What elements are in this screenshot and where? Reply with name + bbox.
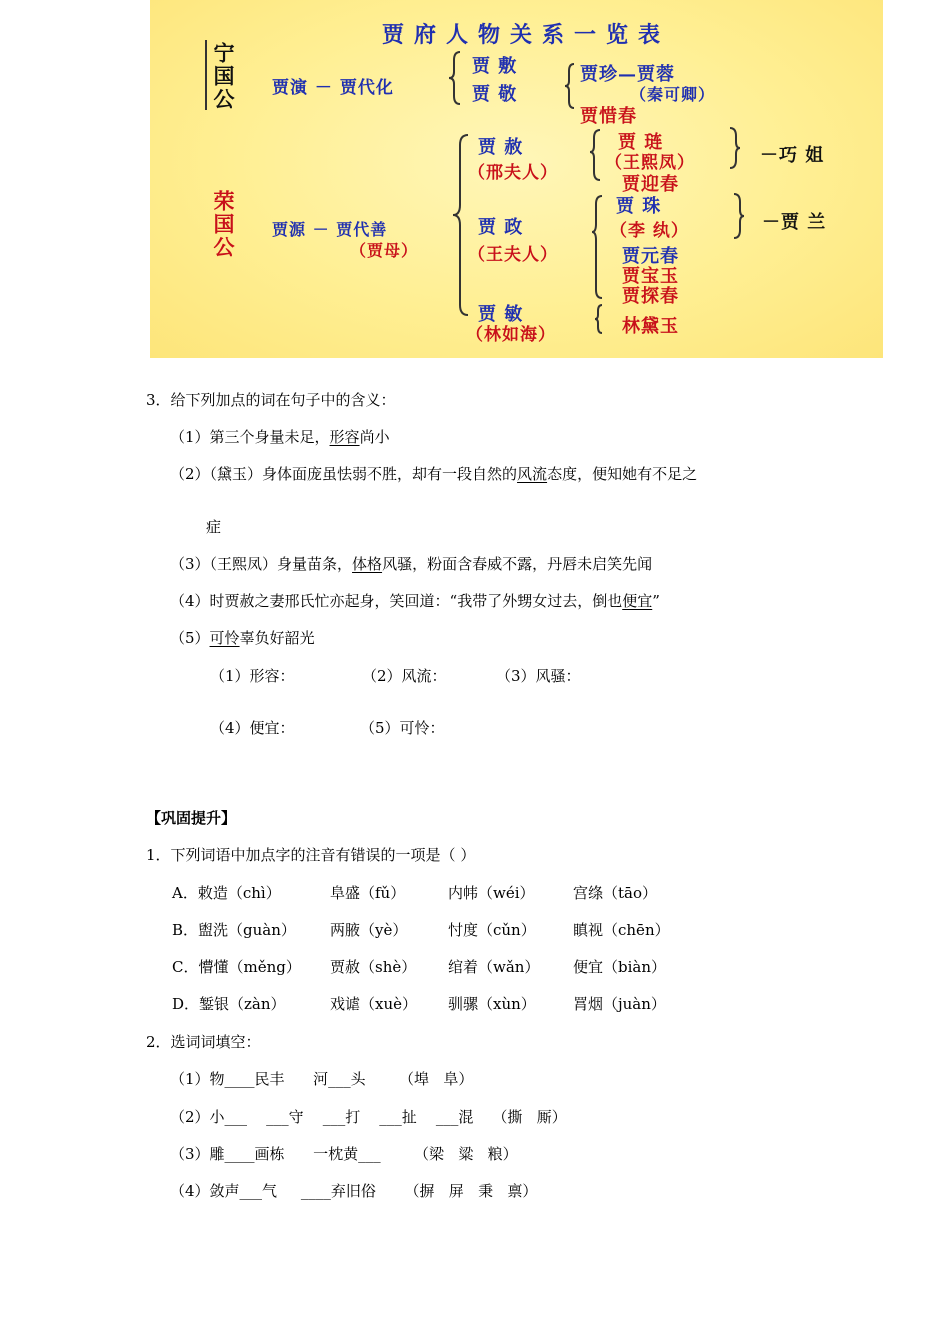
q3-word-3: 体格 — [352, 555, 383, 573]
jia-mu: （贾母） — [350, 241, 419, 260]
chart-title: 贾府人物关系一览表 — [382, 22, 671, 48]
q1-c-1: C．懵懂（měng） — [172, 958, 301, 976]
jia-she: 贾 赦 — [478, 137, 524, 158]
q2-line-1: （1）物____民丰 河___头 （埠 阜） — [170, 1070, 474, 1088]
q1-title: 1．下列词语中加点字的注音有错误的一项是（ ） — [146, 846, 476, 864]
q3-title: 3．给下列加点的词在句子中的含义： — [146, 391, 396, 409]
q1-b-1: B．盥洗（guàn） — [172, 921, 296, 939]
q1-b-3: 忖度（cǔn） — [448, 921, 536, 939]
q3-answer-2: （2）风流： — [362, 667, 447, 685]
q1-c-3: 绾着（wǎn） — [448, 958, 540, 976]
q3-answer-4: （4）便宜： — [210, 719, 295, 737]
q3-word-5: 可怜 — [209, 629, 240, 647]
section-heading: 【巩固提升】 — [146, 809, 237, 827]
lin-daiyu: 林黛玉 — [622, 316, 679, 337]
q1-d-4: 罥烟（juàn） — [573, 995, 666, 1013]
q2-title: 2．选词词填空： — [146, 1033, 261, 1051]
q1-c-2: 贾赦（shè） — [330, 958, 417, 976]
q3-answer-1: （1）形容： — [210, 667, 295, 685]
jia-min: 贾 敏 — [478, 304, 524, 325]
wang-furen: （王夫人） — [468, 245, 558, 265]
jia-zhu: 贾 珠 — [616, 196, 662, 217]
jia-yan: 贾演 － 贾代化 — [272, 78, 394, 98]
jia-yuanchun: 贾元春 — [622, 246, 679, 267]
xing-furen: （邢夫人） — [468, 163, 558, 183]
q3-word-2: 风流 — [517, 465, 548, 483]
jia-zhen-rong: 贾珍—贾蓉 — [580, 64, 675, 85]
q3-answer-3: （3）风骚： — [496, 667, 581, 685]
family-relationship-chart — [150, 0, 883, 358]
jia-tanchun: 贾探春 — [622, 286, 679, 307]
q1-b-2: 两腋（yè） — [330, 921, 408, 939]
q3-sentence-4: （4）时贾赦之妻邢氏忙亦起身，笑回道：“我带了外甥女过去，倒也便宜” — [170, 592, 660, 610]
q1-a-3: 内帏（wéi） — [448, 884, 535, 902]
jia-xichun: 贾惜春 — [580, 106, 637, 127]
q1-d-1: D．錾银（zàn） — [172, 995, 286, 1013]
q1-a-1: A．敕造（chì） — [172, 884, 281, 902]
jia-lan: －贾 兰 — [762, 212, 827, 233]
jia-yingchun: 贾迎春 — [622, 174, 679, 195]
q1-d-3: 驯骡（xùn） — [448, 995, 536, 1013]
qiaojie: －巧 姐 — [760, 145, 825, 166]
jia-lian: 贾 琏 — [618, 132, 664, 153]
jia-yuan: 贾源 － 贾代善 — [272, 220, 388, 239]
q1-a-4: 宫绦（tāo） — [573, 884, 658, 902]
qin-keqing: （秦可卿） — [630, 85, 716, 104]
q3-sentence-2: （2）（黛玉）身体面庞虽怯弱不胜，却有一段自然的风流态度，便知她有不足之 — [170, 465, 698, 483]
li-wan: （李 纨） — [610, 221, 689, 241]
jia-zheng: 贾 政 — [478, 217, 524, 238]
q2-line-3: （3）雕____画栋 一枕黄___ （梁 粱 粮） — [170, 1145, 518, 1163]
q1-c-4: 便宜（biàn） — [573, 958, 667, 976]
wang-xifeng: （王熙凤） — [605, 153, 695, 173]
q1-a-2: 阜盛（fǔ） — [330, 884, 406, 902]
lin-ruhai: （林如海） — [466, 325, 556, 345]
ningguogong-label: 宁国公 — [211, 42, 236, 111]
q3-word-4: 便宜 — [622, 592, 653, 610]
rongguogong-label: 荣国公 — [211, 190, 236, 259]
q3-answer-5: （5）可怜： — [360, 719, 445, 737]
jia-baoyu: 贾宝玉 — [622, 266, 679, 287]
q3-sentence-3: （3）（王熙凤）身量苗条，体格风骚，粉面含春威不露，丹唇未启笑先闻 — [170, 555, 653, 573]
q3-sentence-2-cont: 症 — [206, 518, 222, 536]
jia-fu: 贾 敷 — [472, 56, 518, 77]
jia-jing: 贾 敬 — [472, 84, 518, 105]
q3-sentence-5: （5）可怜辜负好韶光 — [170, 629, 315, 647]
q2-line-2: （2）小___ ___守 ___打 ___扯 ___混 （撕 厮） — [170, 1108, 567, 1126]
q3-sentence-1: （1）第三个身量未足，形容尚小 — [170, 428, 390, 446]
q1-b-4: 瞋视（chēn） — [573, 921, 670, 939]
q2-line-4: （4）敛声___气 ____弃旧俗 （摒 屏 秉 禀） — [170, 1182, 538, 1200]
q3-word-1: 形容 — [329, 428, 360, 446]
q1-d-2: 戏谑（xuè） — [330, 995, 417, 1013]
